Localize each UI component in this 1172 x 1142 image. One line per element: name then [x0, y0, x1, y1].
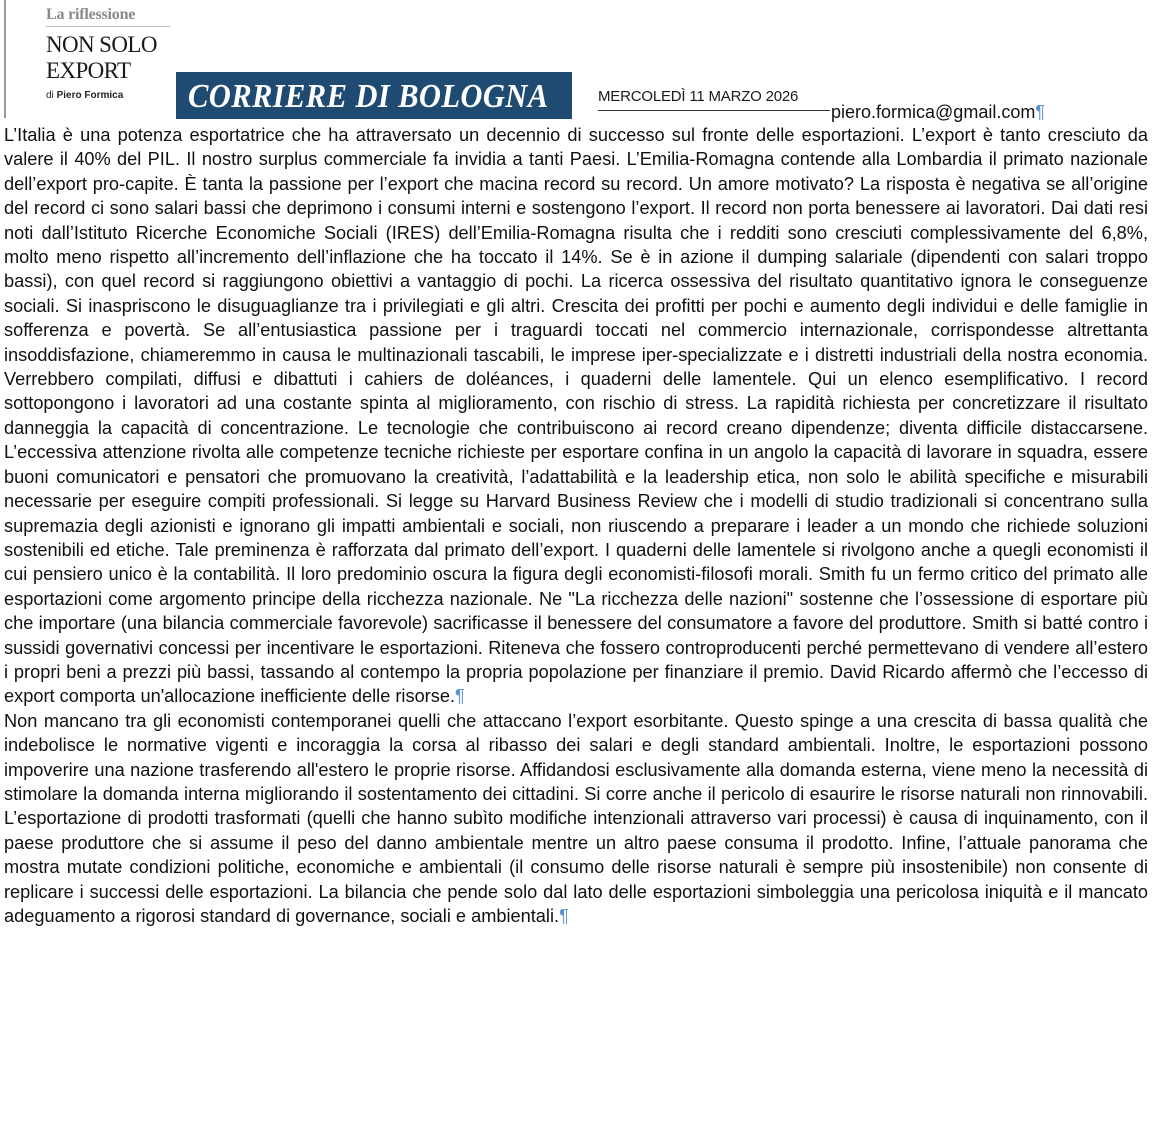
byline [46, 90, 123, 101]
column-header [40, 2, 176, 116]
article-paragraph-1 [4, 123, 1148, 709]
author-email[interactable] [831, 102, 1045, 123]
column-title-line2: EXPORT [46, 58, 131, 83]
paragraph-1-text: L’Italia è una potenza esportatrice che ha attraversato un decennio di successo sul fronte delle esportazioni. L’export è tanto cresciuto da valere il 40% del PIL. Il nostro surplus commerciale fa invidia a tanti Paesi. L’Emilia-Romagna contende alla Lombardia il primato nazionale dell’export pro-capite. È tanta la passione per l’export che macina record su record. Un amore motivato? La risposta è negativa se all’origine del record ci sono salari bassi che deprimono i consumi interni e sostengono l’export. Il record non porta benessere ai lavoratori. Dai dati resi noti dall’Istituto Ricerche Economiche Sociali (IRES) dell’Emilia-Romagna risulta che i redditi sono cresciuti complessivamente del 6,8%, molto meno rispetto all’incremento dell’inflazione che ha toccato il 14%. Se è in azione il dumping salariale (dipendenti con salari troppo bassi), con quel record si raggiungono obiettivi a vantaggio di pochi. La ricerca ossessiva del risultato quantitativo ignora le conseguenze sociali. Si inaspriscono le disuguaglianze tra i privilegiati e gli altri. Crescita dei profitti per pochi e aumento degli individui e delle famiglie in sofferenza e povertà. Se all’entusiastica passione per i traguardi toccati nel commercio internazionale, corrispondesse altrettanta insoddisfazione, chiameremmo in causa le multinazionali tascabili, le imprese iper-specializzate e i distretti industriali della nostra economia. Verrebbero compilati, diffusi e dibattuti i cahiers de doléances, i quaderni delle lamentele. Qui un elenco esemplificativo. I record sottopongono i lavoratori ad una costante spinta al miglioramento, con rischio di stress. La rapidità richiesta per concretizzare il risultato danneggia la capacità di concentrazione. Le tecnologie che contribuiscono ai record creano dipendenze; diventa difficile distaccarsene. L’eccessiva attenzione rivolta alle competenze tecniche richieste per esportare confina in un angolo la capacità di lavorare in squadra, essere buoni comunicatori e pensatori che promuovano la creatività, l’adattabilità e la leadership etica, non solo le abilità specifiche e misurabili necessarie per eseguire compiti professionali. Si legge su Harvard Business Review che i modelli di studio tradizionali si concentrano sulla supremazia degli azionisti e ignorano gli impatti ambientali e sociali, non riuscendo a preparare i leader a un mondo che richiede soluzioni sostenibili ed etiche. Tale preminenza è rafforzata dal primato dell’export. I quaderni delle lamentele si rivolgono anche a quegli economisti il cui pensiero unico è la contabilità. Il loro predominio oscura la figura degli economisti-filosofi morali. Smith fu un fermo critico del primato alle esportazioni come argomento principe della ricchezza nazionale. Ne "La ricchezza delle nazioni" sostenne che l’ossessione di esportare più che importare (una bilancia commerciale favorevole) sacrificasse il benessere del consumatore a favore del produttore. Smith si batté contro i sussidi governativi concessi per incentivare le esportazioni. Riteneva che fossero controproducenti perché permettevano di vendere all’estero i propri beni a prezzi più bassi, tassando al contempo la propria popolazione per finanziare il premio. David Ricardo affermò che l’eccesso di export comporta un'allocazione inefficiente delle risorse. [4, 125, 1148, 707]
publication-date: MERCOLEDÌ 11 MARZO 2026 [598, 88, 799, 105]
kicker-divider [46, 26, 170, 27]
pilcrow-icon: ¶ [1035, 102, 1045, 122]
article-body [4, 123, 1148, 928]
byline-author: Piero Formica [56, 90, 124, 101]
column-title-line1: NON SOLO [46, 32, 157, 57]
date-underline [598, 110, 830, 111]
left-margin-rule [4, 0, 6, 118]
masthead-title: CORRIERE DI BOLOGNA [188, 78, 549, 115]
column-kicker: La riflessione [46, 6, 136, 23]
byline-prefix: di [46, 90, 54, 101]
column-title [46, 32, 157, 84]
pilcrow-icon: ¶ [455, 686, 465, 707]
newspaper-masthead [176, 72, 572, 119]
pilcrow-icon: ¶ [559, 906, 569, 926]
email-text[interactable]: piero.formica@gmail.com [831, 102, 1036, 122]
article-paragraph-2 [4, 709, 1148, 929]
paragraph-2-text: Non mancano tra gli economisti contemporanei quelli che attaccano l’export esorbitante. Questo spinge a una crescita di bassa qualità che indebolisce le normative vigenti e incoraggia la corsa al ribasso dei salari e degli standard ambientali. Inoltre, le esportazioni possono impoverire una nazione trasferendo all'estero le proprie risorse. Affidandosi esclusivamente alla domanda esterna, viene meno la necessità di stimolare la domanda interna migliorando il sostentamento dei cittadini. Si corre anche il pericolo di esaurire le risorse naturali non rinnovabili. L’esportazione di prodotti trasformati (quelli che hanno subìto modifiche intenzionali attraverso vari processi) è causa di inquinamento, con il paese produttore che si assume il peso del danno ambientale mentre un altro paese consuma il prodotto. Infine, l’attuale panorama che mostra mutate condizioni politiche, economiche e ambientali (il consumo delle risorse naturali è sempre più insostenibile) non consente di replicare i successi delle esportazioni. La bilancia che pende solo dal lato delle esportazioni simboleggia una pericolosa iniquità e il mancato adeguamento a rigorosi standard di governance, sociali e ambientali. [4, 710, 1148, 926]
